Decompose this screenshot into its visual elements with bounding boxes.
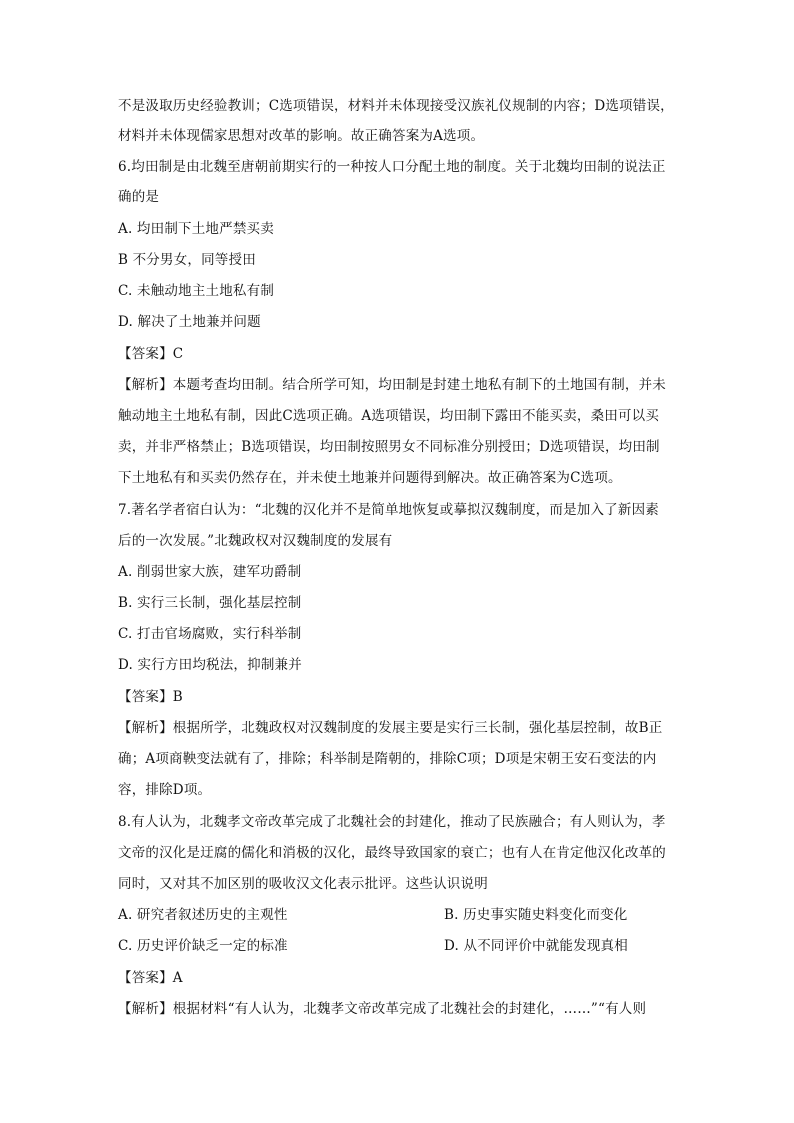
q6-stem-line-2: 确的是 xyxy=(118,189,160,205)
q7-analysis-line-3: 容，排除D项。 xyxy=(118,782,212,798)
q8-answer: 【答案】A xyxy=(118,970,183,986)
q6-analysis-line-2: 触动地主土地私有制，因此C选项正确。A选项错误，均田制下露田不能买卖，桑田可以买 xyxy=(118,408,660,424)
q8-option-c: C. 历史评价缺乏一定的标准 xyxy=(118,938,288,954)
prev-analysis-line-2: 材料并未体现儒家思想对改革的影响。故正确答案为A选项。 xyxy=(118,128,485,144)
q8-option-d: D. 从不同评价中就能发现真相 xyxy=(444,938,628,954)
q6-option-a: A. 均田制下土地严禁买卖 xyxy=(118,221,274,237)
q6-answer: 【答案】C xyxy=(118,346,184,362)
q7-analysis-line-1: 【解析】根据所学，北魏政权对汉魏制度的发展主要是实行三长制，强化基层控制，故B正 xyxy=(118,720,663,736)
q8-stem-line-2: 文帝的汉化是迂腐的儒化和消极的汉化，最终导致国家的衰亡；也有人在肯定他汉化改革的 xyxy=(118,845,666,861)
q7-analysis-line-2: 确；A项商鞅变法就有了，排除；科举制是隋朝的，排除C项；D项是宋朝王安石变法的内 xyxy=(118,751,657,767)
q7-stem-line-2: 后的一次发展。”北魏政权对汉魏制度的发展有 xyxy=(118,533,393,549)
q8-option-a: A. 研究者叙述历史的主观性 xyxy=(118,907,288,923)
q6-option-b: B 不分男女，同等授田 xyxy=(118,252,256,268)
q6-analysis-line-3: 卖，并非严格禁止；B选项错误，均田制按照男女不同标准分别授田；D选项错误，均田制 xyxy=(118,439,660,455)
q8-analysis-line-1: 【解析】根据材料“有人认为，北魏孝文帝改革完成了北魏社会的封建化，……”“有人则 xyxy=(118,1001,647,1017)
q7-option-a: A. 削弱世家大族，建军功爵制 xyxy=(118,564,302,580)
prev-analysis-line-1: 不是汲取历史经验教训；C选项错误，材料并未体现接受汉族礼仪规制的内容；D选项错误， xyxy=(118,98,674,114)
q6-analysis-line-1: 【解析】本题考查均田制。结合所学可知，均田制是封建土地私有制下的土地国有制，并未 xyxy=(118,377,666,393)
q7-answer: 【答案】B xyxy=(118,689,183,705)
q7-stem-line-1: 7.著名学者宿白认为：“北魏的汉化并不是简单地恢复或摹拟汉魏制度，而是加入了新因素 xyxy=(118,502,659,518)
q6-stem-line-1: 6.均田制是由北魏至唐朝前期实行的一种按人口分配土地的制度。关于北魏均田制的说法正 xyxy=(118,159,666,175)
q8-stem-line-1: 8.有人认为，北魏孝文帝改革完成了北魏社会的封建化，推动了民族融合；有人则认为，孝 xyxy=(118,814,666,830)
q6-option-d: D. 解决了土地兼并问题 xyxy=(118,314,261,330)
q7-option-d: D. 实行方田均税法，抑制兼并 xyxy=(118,657,302,673)
q8-option-b: B. 历史事实随史料变化而变化 xyxy=(444,907,628,923)
q7-option-b: B. 实行三长制，强化基层控制 xyxy=(118,595,302,611)
q7-option-c: C. 打击官场腐败，实行科举制 xyxy=(118,626,302,642)
q6-option-c: C. 未触动地主土地私有制 xyxy=(118,283,275,299)
q6-analysis-line-4: 下土地私有和买卖仍然存在，并未使土地兼并问题得到解决。故正确答案为C选项。 xyxy=(118,470,622,486)
q8-stem-line-3: 同时，又对其不加区别的吸收汉文化表示批评。这些认识说明 xyxy=(118,876,488,892)
